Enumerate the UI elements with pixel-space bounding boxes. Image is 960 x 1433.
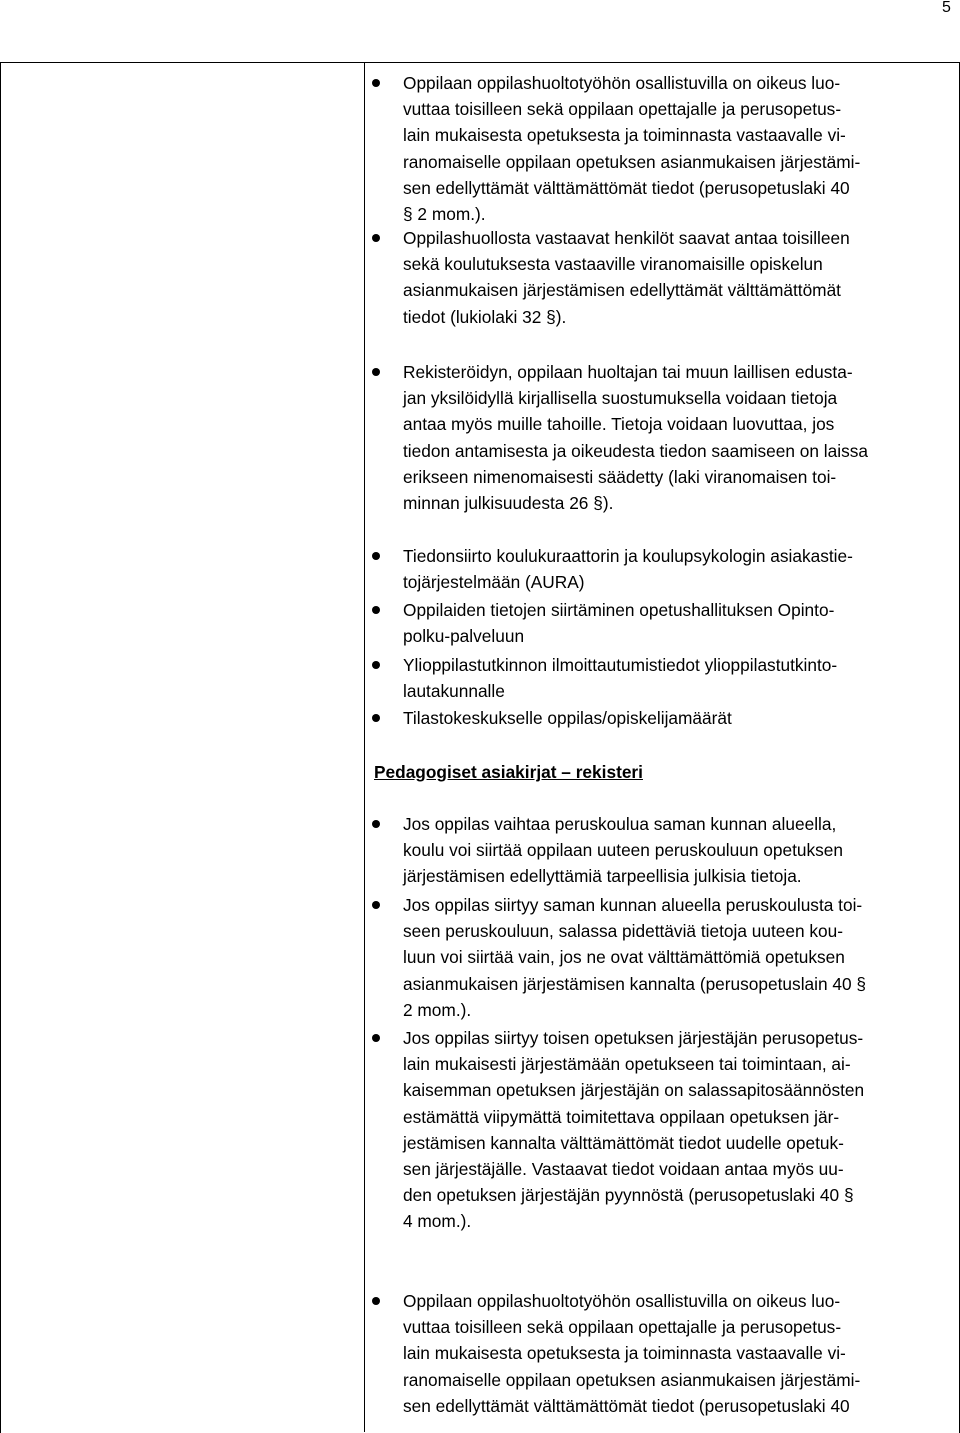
paragraph-line: sekä koulutuksesta vastaaville viranomaisille opiskelun [403, 254, 823, 275]
paragraph-line: Rekisteröidyn, oppilaan huoltajan tai muun laillisen edusta- [403, 362, 853, 382]
paragraph-line: jestämisen kannalta välttämättömät tiedot uudelle opetuk- [403, 1132, 844, 1153]
paragraph-line: 4 mom.). [403, 1211, 472, 1232]
bullet-icon [372, 234, 380, 242]
paragraph-line: Jos oppilas vaihtaa peruskoulua saman kunnan alueella, [403, 814, 837, 834]
paragraph-line: § 2 mom.). [403, 204, 486, 224]
page-number: 5 [942, 0, 951, 16]
paragraph-line: den opetuksen järjestäjän pyynnöstä (perusopetuslaki 40 § [403, 1185, 854, 1206]
paragraph-line: sen järjestäjälle. Vastaavat tiedot voidaan antaa myös uu- [403, 1159, 844, 1179]
paragraph-line: lain mukaisesta opetuksesta ja toiminnasta vastaavalle vi- [403, 125, 846, 146]
bullet-icon [372, 368, 380, 376]
paragraph-line: kaisemman opetuksen järjestäjän on salassapitosäännösten [403, 1080, 865, 1101]
bullet-icon [372, 1297, 380, 1305]
paragraph-line: Jos oppilas siirtyy toisen opetuksen järjestäjän perusopetus- [403, 1028, 864, 1048]
paragraph-line: vuttaa toisilleen sekä oppilaan opettajalle ja perusopetus- [403, 99, 842, 120]
paragraph-line: 2 mom.). [403, 999, 472, 1020]
bullet-icon [372, 820, 380, 828]
bullet-icon [372, 606, 380, 614]
paragraph-line: Oppilaiden tietojen siirtäminen opetushallituksen Opinto- [403, 600, 835, 620]
paragraph-line: Tiedonsiirto koulukuraattorin ja koulupsykologin asiakastie- [403, 546, 853, 566]
paragraph-line: järjestämisen edellyttämiä tarpeellisia julkisia tietoja. [403, 866, 802, 887]
paragraph-line: lain mukaisesta opetuksesta ja toiminnasta vastaavalle vi- [403, 1343, 846, 1364]
bullet-icon [372, 661, 380, 669]
paragraph-line: tiedon antamisesta ja oikeudesta tiedon saamiseen on laissa [403, 440, 868, 461]
paragraph-line: estämättä viipymättä toimitettava oppilaan opetuksen jär- [403, 1106, 840, 1127]
bullet-icon [372, 79, 380, 87]
paragraph-line: erikseen nimenomaisesti säädetty (laki viranomaisen toi- [403, 466, 837, 487]
paragraph-line: asianmukaisen järjestämisen edellyttämät välttämättömät [403, 280, 841, 301]
paragraph-line: tojärjestelmään (AURA) [403, 572, 585, 593]
paragraph-line: Oppilaan oppilashuoltotyöhön osallistuvilla on oikeus luo- [403, 1291, 841, 1311]
paragraph-line: jan yksilöidyllä kirjallisella suostumuksella voidaan tietoja [403, 388, 838, 409]
paragraph-line: Oppilashuollosta vastaavat henkilöt saavat antaa toisilleen [403, 228, 850, 248]
column-divider [364, 62, 365, 1432]
bullet-icon [372, 1034, 380, 1042]
paragraph-line: luun voi siirtää vain, jos ne ovat välttämättömiä opetuksen [403, 947, 845, 968]
paragraph-line: koulu voi siirtää oppilaan uuteen peruskouluun opetuksen [403, 840, 844, 861]
paragraph-line: lain mukaisesti järjestämään opetukseen tai toimintaan, ai- [403, 1054, 851, 1075]
paragraph-line: sen edellyttämät välttämättömät tiedot (perusopetuslaki 40 [403, 177, 850, 198]
bullet-icon [372, 552, 380, 560]
paragraph-line: Tilastokeskukselle oppilas/opiskelijamäärät [403, 708, 732, 728]
bullet-icon [372, 714, 380, 722]
paragraph-line: minnan julkisuudesta 26 §). [403, 493, 614, 513]
paragraph-line: polku-palveluun [403, 626, 525, 647]
section-heading: Pedagogiset asiakirjat – rekisteri [374, 762, 643, 782]
paragraph-line: ranomaiselle oppilaan opetuksen asianmukaisen järjestämi- [403, 1369, 861, 1390]
paragraph-line: tiedot (lukiolaki 32 §). [403, 306, 567, 327]
paragraph-line: antaa myös muille tahoille. Tietoja voidaan luovuttaa, jos [403, 414, 835, 435]
paragraph-line: Oppilaan oppilashuoltotyöhön osallistuvilla on oikeus luo- [403, 73, 841, 93]
paragraph-line: ranomaiselle oppilaan opetuksen asianmukaisen järjestämi- [403, 151, 861, 172]
paragraph-line: Ylioppilastutkinnon ilmoittautumistiedot ylioppilastutkinto- [403, 655, 838, 675]
paragraph-line: vuttaa toisilleen sekä oppilaan opettajalle ja perusopetus- [403, 1317, 842, 1338]
bullet-icon [372, 901, 380, 909]
paragraph-line: Jos oppilas siirtyy saman kunnan alueella peruskoulusta toi- [403, 895, 863, 915]
paragraph-line: asianmukaisen järjestämisen kannalta (perusopetuslain 40 § [403, 973, 867, 994]
paragraph-line: lautakunnalle [403, 681, 505, 702]
paragraph-line: sen edellyttämät välttämättömät tiedot (perusopetuslaki 40 [403, 1395, 850, 1416]
paragraph-line: seen peruskouluun, salassa pidettäviä tietoja uuteen kou- [403, 921, 844, 942]
